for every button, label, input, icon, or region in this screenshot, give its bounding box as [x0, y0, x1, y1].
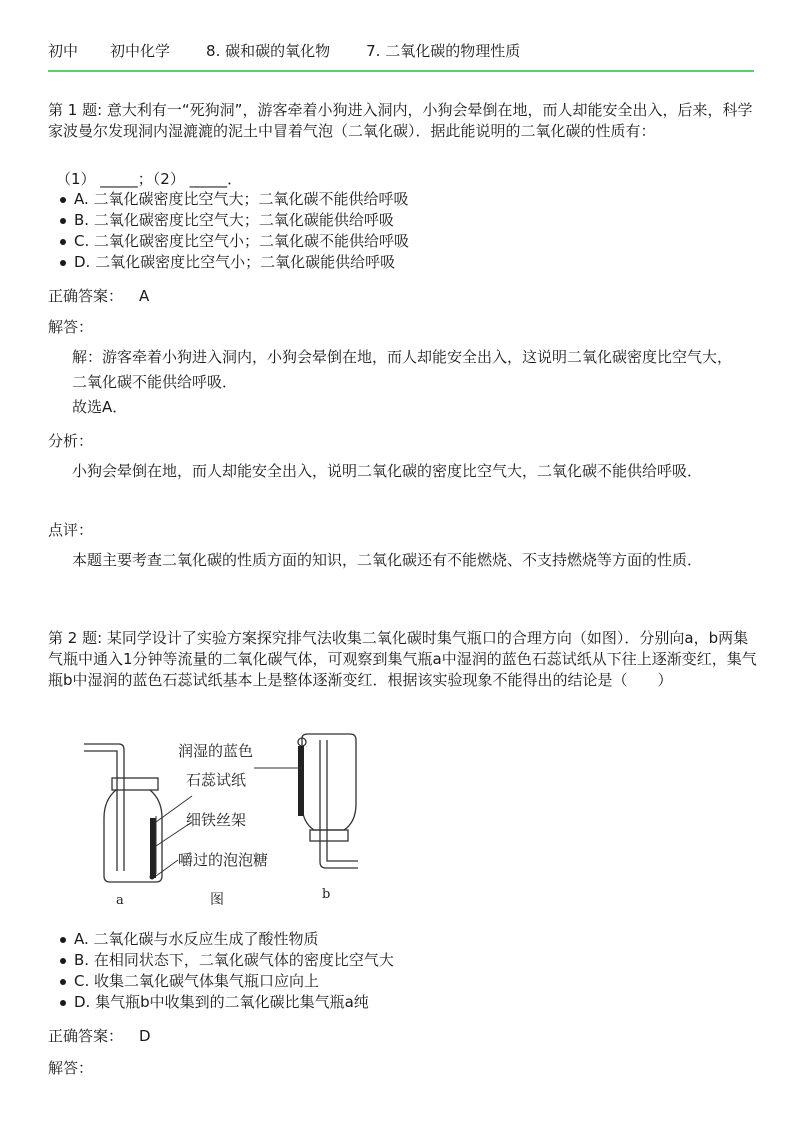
option-d[interactable]: D. 二氧化碳密度比空气小；二氧化碳能供给呼吸 — [74, 252, 409, 273]
answer-value: A — [139, 287, 150, 305]
answer-value: D — [139, 1027, 151, 1045]
label-wire-frame: 细铁丝架 — [186, 811, 247, 829]
bottle-b — [298, 734, 358, 868]
bullet-icon — [60, 197, 66, 203]
litmus-paper-a — [150, 818, 156, 878]
bullet-icon — [60, 937, 66, 943]
question-2-stem: 第 2 题: 某同学设计了实验方案探究排气法收集二氧化碳时集气瓶口的合理方向（如图）．分别向a，b两集气瓶中通入1分钟等流量的二氧化碳气体，可观察到集气瓶a中湿润的蓝色石蕊试纸从下往上逐渐变红，集气瓶b中湿润的蓝色石蕊试纸基本上是整体逐渐变红．根据该实验现象不能得出的结论是（ ） — [48, 629, 757, 689]
question-1-stem: 第 1 题: 意大利有一“死狗洞”，游客牵着小狗进入洞内，小狗会晕倒在地，而人却能安全出入，后来，科学家波曼尔发现洞内湿漉漉的泥土中冒着气泡（二氧化碳）．据此能说明的二氧化碳的性质有： — [48, 101, 753, 140]
bullet-icon — [60, 1000, 66, 1006]
label-figure: 图 — [210, 892, 224, 908]
question-2-answer: 正确答案： D — [48, 1027, 151, 1045]
question-2-solution-label: 解答： — [48, 1059, 94, 1077]
label-bubble-gum: 嚼过的泡泡糖 — [178, 851, 269, 869]
bullet-icon — [60, 979, 66, 985]
bullet-icon — [60, 239, 66, 245]
bullet-icon — [60, 260, 66, 266]
question-1-analysis-label: 分析： — [48, 432, 94, 450]
option-b[interactable]: B. 二氧化碳密度比空气大；二氧化碳能供给呼吸 — [74, 210, 409, 231]
question-1-options — [74, 189, 409, 273]
label-moist-litmus-line2: 石蕊试纸 — [186, 771, 247, 789]
label-bottle-a: a — [116, 893, 124, 908]
question-1-comment-label: 点评： — [48, 521, 94, 539]
option-d[interactable]: D. 集气瓶b中收集到的二氧化碳比集气瓶a纯 — [74, 992, 394, 1013]
question-1-answer: 正确答案： A — [48, 287, 150, 305]
bubble-gum-a — [150, 875, 155, 880]
breadcrumb-chapter[interactable]: 8. 碳和碳的氧化物 — [206, 42, 331, 60]
bullet-icon — [60, 218, 66, 224]
breadcrumb-subject[interactable]: 初中化学 — [110, 42, 171, 60]
question-1-solution-label: 解答： — [48, 318, 94, 336]
option-c[interactable]: C. 二氧化碳密度比空气小；二氧化碳不能供给呼吸 — [74, 231, 409, 252]
header-divider — [48, 70, 754, 72]
option-a[interactable]: A. 二氧化碳密度比空气大；二氧化碳不能供给呼吸 — [74, 189, 409, 210]
option-b[interactable]: B. 在相同状态下，二氧化碳气体的密度比空气大 — [74, 950, 394, 971]
option-a[interactable]: A. 二氧化碳与水反应生成了酸性物质 — [74, 929, 394, 950]
label-bottle-b: b — [322, 887, 331, 902]
question-1-analysis: 小狗会晕倒在地，而人却能安全出入，说明二氧化碳的密度比空气大，二氧化碳不能供给呼吸． — [72, 462, 703, 480]
breadcrumb — [48, 40, 754, 61]
label-moist-litmus-line1: 润湿的蓝色 — [178, 742, 254, 760]
question-1-comment: 本题主要考查二氧化碳的性质方面的知识，二氧化碳还有不能燃烧、不支持燃烧等方面的性质． — [72, 551, 703, 569]
bullet-icon — [60, 958, 66, 964]
experiment-figure — [76, 726, 406, 916]
option-c[interactable]: C. 收集二氧化碳气体集气瓶口应向上 — [74, 971, 394, 992]
breadcrumb-level[interactable]: 初中 — [48, 42, 79, 60]
litmus-paper-b — [298, 746, 304, 816]
question-1-blanks: （1） _____；（2） _____． — [56, 170, 243, 188]
question-1-solution: 解：游客牵着小狗进入洞内，小狗会晕倒在地，而人却能安全出入，这说明二氧化碳密度比空气大，二氧化碳不能供给呼吸． 故选A． — [72, 348, 733, 416]
breadcrumb-topic[interactable]: 7. 二氧化碳的物理性质 — [366, 42, 521, 60]
question-2-options — [74, 929, 394, 1013]
